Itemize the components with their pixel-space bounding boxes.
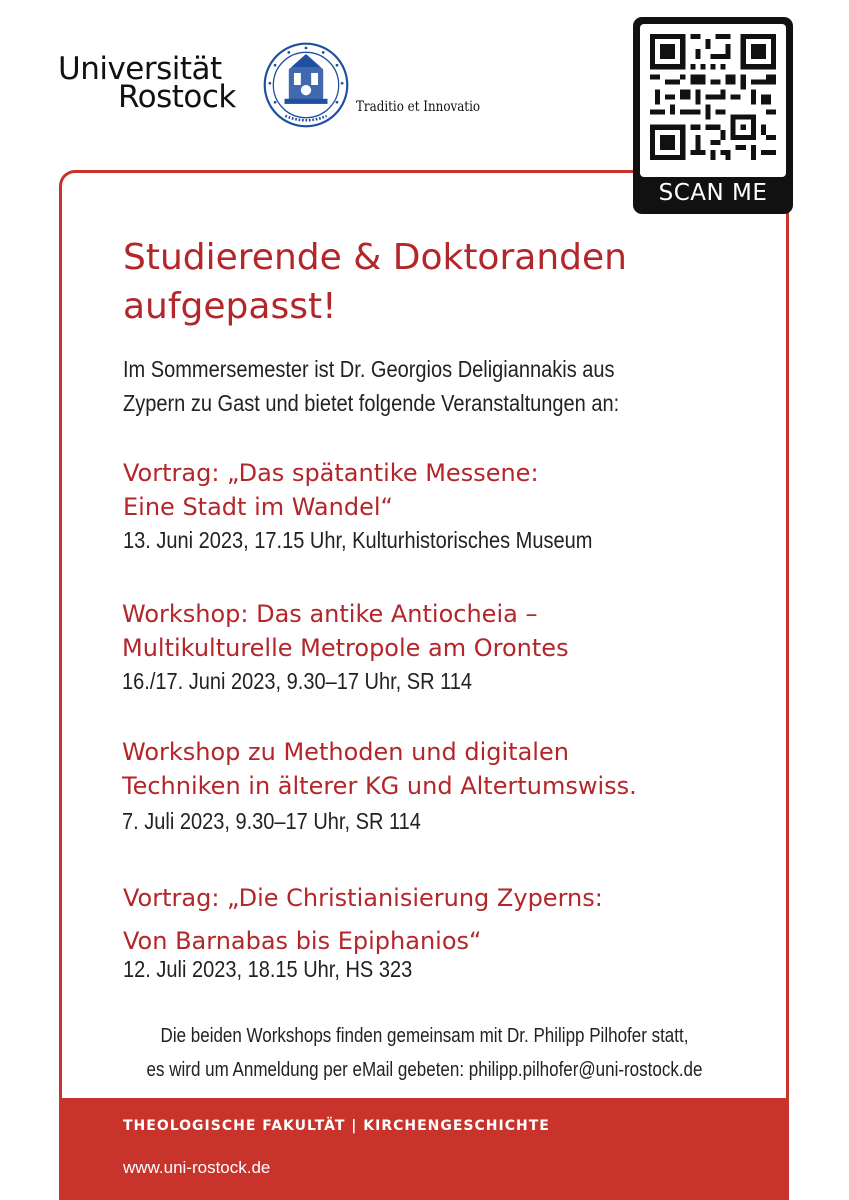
event-title-line-2: Eine Stadt im Wandel“ [123,493,393,521]
qr-scan-label: SCAN ME [658,180,768,206]
event-title-line-2: Techniken in älterer KG und Altertumswiss. [122,772,637,800]
qr-code-area [640,24,786,177]
footer-website-link[interactable]: www.uni-rostock.de [123,1158,271,1177]
footer-department: THEOLOGISCHE FAKULTÄT | KIRCHENGESCHICHTE [123,1118,550,1134]
event-details: 13. Juni 2023, 17.15 Uhr, Kulturhistorisches Museum [123,527,593,553]
event-title-line-1: Vortrag: „Die Christianisierung Zyperns: [123,884,603,912]
intro-text [123,352,619,420]
event-title-line-2: Von Barnabas bis Epiphanios“ [123,927,482,955]
qr-code-box[interactable] [633,17,793,214]
event-title-line-1: Vortrag: „Das spätantike Messene: [123,459,539,487]
event-title [123,877,603,963]
event-details: 7. Juli 2023, 9.30–17 Uhr, SR 114 [122,808,421,834]
event-details: 12. Juli 2023, 18.15 Uhr, HS 323 [123,956,413,982]
page-title [123,233,627,331]
title-line-2: aufgepasst! [123,286,337,327]
logo-line-1: Universität [58,51,222,87]
intro-line-2: Zypern zu Gast und bietet folgende Veranstaltungen an: [123,390,620,416]
note-line-2: es wird um Anmeldung per eMail gebeten: philipp.pilhofer@uni-rostock.de [146,1059,703,1081]
registration-note [64,1019,786,1087]
intro-line-1: Im Sommersemester ist Dr. Georgios Deligiannakis aus [123,356,615,382]
footer-bar [59,1098,789,1200]
event-title [122,597,569,665]
event-title [123,456,539,524]
university-seal-icon [263,42,349,128]
university-motto: Traditio et Innovatio [356,99,481,115]
event-title-line-1: Workshop zu Methoden und digitalen [122,738,569,766]
logo-line-2: Rostock [118,79,236,115]
note-line-1: Die beiden Workshops finden gemeinsam mit Dr. Philipp Pilhofer statt, [160,1025,689,1047]
event-title [122,735,637,803]
event-title-line-2: Multikulturelle Metropole am Orontes [122,634,569,662]
event-details: 16./17. Juni 2023, 9.30–17 Uhr, SR 114 [122,668,473,694]
event-title-line-1: Workshop: Das antike Antiocheia – [122,600,538,628]
university-logo-wordmark [58,51,236,115]
title-line-1: Studierende & Doktoranden [123,237,627,278]
qr-code-icon [650,34,776,160]
